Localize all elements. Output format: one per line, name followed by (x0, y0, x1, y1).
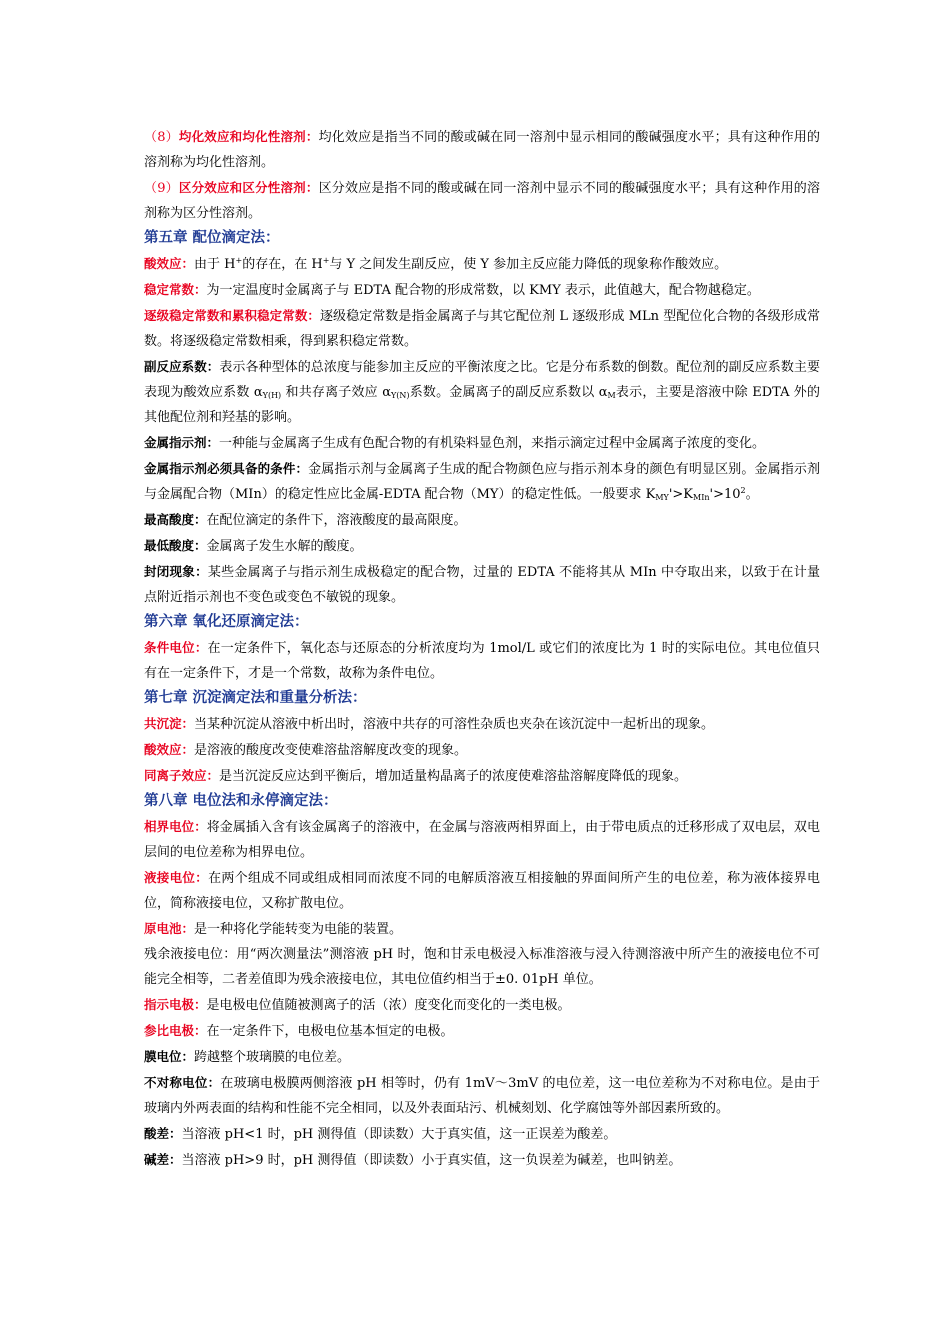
definition-paragraph (144, 559, 820, 610)
term-definition: 金属指示剂与金属离子生成的配合物颜色应与指示剂本身的颜色有明显区别。金属指示剂与金属配合物（MIn）的稳定性应比金属-EDTA 配合物（MY）的稳定性低。一般要求 K (144, 462, 820, 502)
term-definition: 与 Y 之间发生副反应，使 Y 参加主反应能力降低的现象称作酸效应。 (329, 257, 728, 272)
definition-paragraph (144, 763, 820, 789)
term-definition: 在一定条件下，电极电位基本恒定的电极。 (206, 1024, 454, 1039)
term-definition: 由于 H (194, 257, 236, 272)
term-definition: 在一定条件下，氧化态与还原态的分析浓度均为 1mol/L 或它们的浓度比为 1 时的实际电位。其电位值只有在一定条件下，才是一个常数，故称为条件电位。 (144, 641, 820, 681)
term-definition: 和共存离子效应 α (281, 385, 391, 400)
chapter-heading: 第八章 电位法和永停滴定法： (144, 793, 338, 809)
term-definition: 是一种将化学能转变为电能的装置。 (194, 922, 403, 937)
chapter-heading: 第六章 氧化还原滴定法： (144, 614, 309, 630)
definition-paragraph (144, 916, 820, 942)
term-definition: 跨越整个玻璃膜的电位差。 (194, 1050, 351, 1065)
term-definition: 是溶液的酸度改变使难溶盐溶解度改变的现象。 (194, 743, 468, 758)
definition-paragraph (144, 711, 820, 737)
definition-paragraph (144, 1070, 820, 1121)
term-definition: '>K (668, 487, 694, 502)
term-label: 膜电位： (144, 1049, 195, 1064)
term-label: 不对称电位： (144, 1075, 221, 1090)
term-definition: 残余液接电位：用“两次测量法”测溶液 pH 时，饱和甘汞电极浸入标准溶液与浸入待测溶液中所产生的液接电位不可能完全相等，二者差值即为残余液接电位，其电位值约相当于±0. 01pH 单位。 (144, 947, 820, 987)
term-definition: 表示，主要是溶液中除 EDTA 外的其他配位剂和羟基的影响。 (144, 385, 820, 425)
definition-paragraph (144, 737, 820, 763)
term-label: 原电池： (144, 921, 195, 936)
definition-paragraph (144, 1018, 820, 1044)
definition-paragraph (144, 303, 820, 354)
definition-paragraph (144, 277, 820, 303)
definition-paragraph (144, 942, 820, 992)
term-definition: 当溶液 pH>9 时，pH 测得值（即读数）小于真实值，这一负误差为碱差，也叫钠差。 (181, 1153, 682, 1168)
subscript: MIn (693, 493, 710, 502)
superscript: 2 (740, 486, 746, 495)
term-definition: 区分效应是指不同的酸或碱在同一溶剂中显示不同的酸碱强度水平；具有这种作用的溶剂称为区分性溶剂。 (144, 181, 820, 221)
definition-paragraph (144, 814, 820, 865)
term-definition: 在配位滴定的条件下，溶液酸度的最高限度。 (206, 513, 467, 528)
term-definition: 均化效应是指当不同的酸或碱在同一溶剂中显示相同的酸碱强度水平；具有这种作用的溶剂称为均化性溶剂。 (144, 130, 820, 170)
term-label: 指示电极： (144, 997, 207, 1012)
superscript: + (235, 256, 243, 265)
term-label: 酸效应： (144, 256, 195, 271)
term-definition: 表示各种型体的总浓度与能参加主反应的平衡浓度之比。它是分布系数的倒数。配位剂的副反应系数主要表现为酸效应系数 α (144, 360, 820, 400)
term-definition: 某些金属离子与指示剂生成极稳定的配合物，过量的 EDTA 不能将其从 MIn 中夺取出来，以致于在计量点附近指示剂也不变色或变色不敏锐的现象。 (144, 565, 820, 605)
term-definition: '>10 (709, 487, 741, 502)
term-label: 副反应系数： (144, 359, 220, 374)
term-label: 酸差： (144, 1126, 182, 1141)
term-label: 同离子效应： (144, 768, 220, 783)
term-label: 最低酸度： (144, 538, 207, 553)
term-label: 相界电位： (144, 819, 207, 834)
definition-paragraph (144, 354, 820, 430)
term-label: 最高酸度： (144, 512, 207, 527)
term-definition: 当溶液 pH<1 时，pH 测得值（即读数）大于真实值，这一正误差为酸差。 (181, 1127, 617, 1142)
term-definition: 将金属插入含有该金属离子的溶液中，在金属与溶液两相界面上，由于带电质点的迁移形成了双电层，双电层间的电位差称为相界电位。 (144, 820, 820, 860)
item-number: （9） (144, 181, 179, 196)
term-definition: 是当沉淀反应达到平衡后，增加适量构晶离子的浓度使难溶盐溶解度降低的现象。 (219, 769, 688, 784)
subscript: MY (655, 493, 669, 502)
term-label: 液接电位： (144, 870, 209, 885)
term-label: 封闭现象： (144, 564, 208, 579)
definition-paragraph (144, 1121, 820, 1147)
definition-paragraph (144, 1044, 820, 1070)
term-definition: 金属离子发生水解的酸度。 (206, 539, 363, 554)
term-definition: 在两个组成不同或组成相同而浓度不同的电解质溶液互相接触的界面间所产生的电位差，称为液体接界电位，简称液接电位，又称扩散电位。 (144, 871, 820, 911)
definition-paragraph (144, 124, 820, 175)
term-definition: 是电极电位值随被测离子的活（浓）度变化而变化的一类电极。 (206, 998, 571, 1013)
superscript: + (322, 256, 330, 265)
term-label: 区分效应和区分性溶剂： (178, 180, 319, 195)
definition-paragraph (144, 533, 820, 559)
definition-paragraph (144, 865, 820, 916)
term-label: 酸效应： (144, 742, 195, 757)
definition-paragraph (144, 992, 820, 1018)
definition-paragraph (144, 507, 820, 533)
subscript: M (607, 391, 616, 400)
term-definition: 逐级稳定常数是指金属离子与其它配位剂 L 逐级形成 MLn 型配位化合物的各级形成常数。将逐级稳定常数相乘，得到累积稳定常数。 (144, 309, 820, 349)
term-label: 共沉淀： (144, 716, 195, 731)
term-definition: 的存在，在 H (242, 257, 323, 272)
term-label: 碱差： (144, 1152, 182, 1167)
definition-paragraph (144, 1147, 820, 1173)
subscript: Y(N) (390, 391, 410, 400)
term-label: 参比电极： (144, 1023, 207, 1038)
subscript: Y(H) (262, 391, 282, 400)
definition-paragraph (144, 456, 820, 507)
definition-paragraph (144, 175, 820, 226)
term-label: 均化效应和均化性溶剂： (178, 129, 319, 144)
definition-paragraph (144, 251, 820, 277)
chapter-heading: 第五章 配位滴定法： (144, 230, 280, 246)
term-definition: 当某种沉淀从溶液中析出时，溶液中共存的可溶性杂质也夹杂在该沉淀中一起析出的现象。 (194, 717, 715, 732)
term-definition: 。 (745, 487, 759, 502)
term-label: 条件电位： (144, 640, 208, 655)
term-label: 金属指示剂必须具备的条件： (144, 461, 309, 476)
chapter-heading: 第七章 沉淀滴定法和重量分析法： (144, 690, 367, 706)
term-label: 金属指示剂： (144, 435, 220, 450)
definition-paragraph (144, 430, 820, 456)
term-definition: 系数。金属离子的副反应系数以 α (409, 385, 608, 400)
term-definition: 在玻璃电极膜两侧溶液 pH 相等时，仍有 1mV～3mV 的电位差，这一电位差称为不对称电位。是由于玻璃内外两表面的结构和性能不完全相同，以及外表面玷污、机械刻划、化学腐蚀等外部因素所致的。 (144, 1076, 820, 1116)
term-definition: 一种能与金属离子生成有色配合物的有机染料显色剂，来指示滴定过程中金属离子浓度的变化。 (219, 436, 766, 451)
item-number: （8） (144, 130, 179, 145)
definition-paragraph (144, 635, 820, 686)
term-label: 稳定常数： (144, 282, 207, 297)
document-body (144, 124, 820, 1173)
term-label: 逐级稳定常数和累积稳定常数： (144, 308, 320, 323)
term-definition: 为一定温度时金属离子与 EDTA 配合物的形成常数，以 KMY 表示，此值越大，配合物越稳定。 (206, 283, 760, 298)
